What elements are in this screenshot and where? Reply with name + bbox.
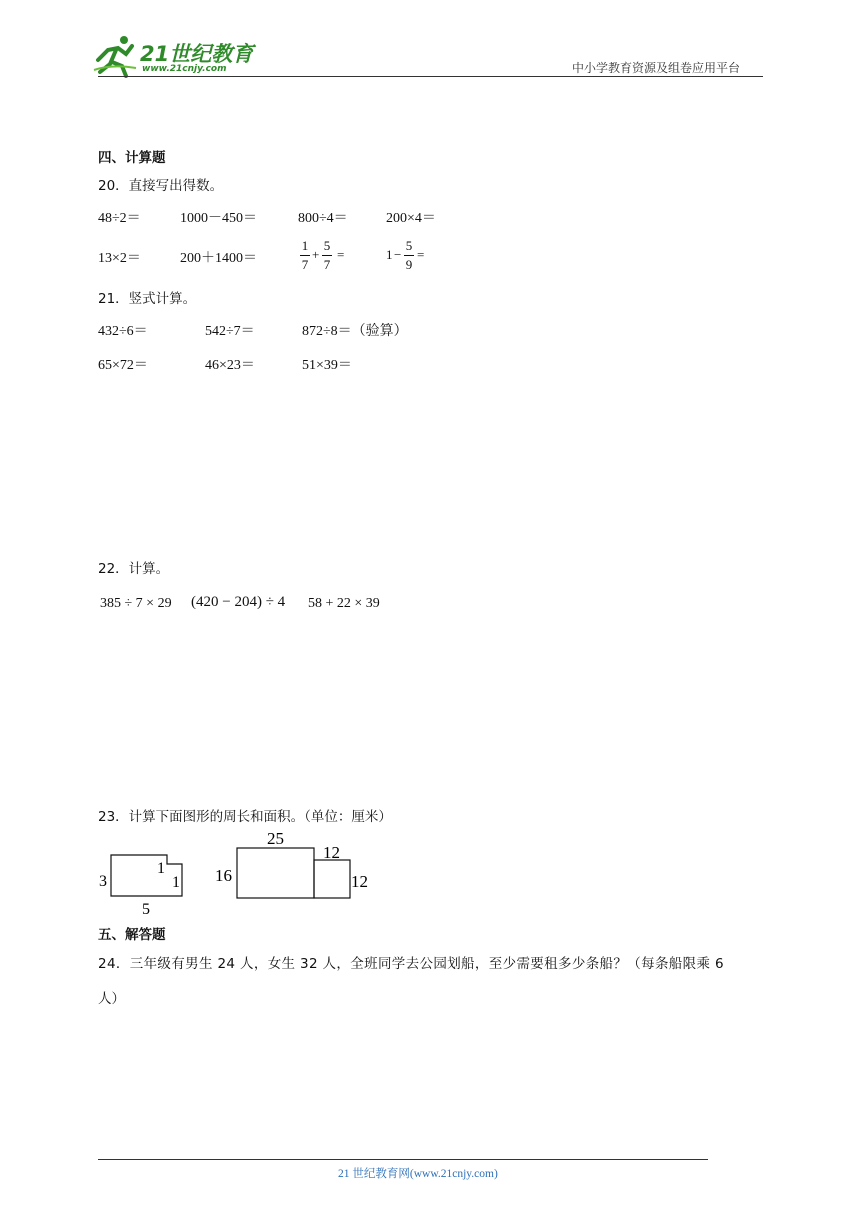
q20-item: 13×2＝ bbox=[98, 251, 141, 266]
figure-1-notch-width-label: 1 bbox=[157, 860, 165, 877]
q24-text-line1: 24．三年级有男生 24 人，女生 32 人，全班同学去公园划船，至少需要租多少条船？（每条船限乘 6 bbox=[98, 956, 724, 972]
fraction-numerator: 5 bbox=[323, 238, 331, 253]
q22-prompt: 22．计算。 bbox=[98, 561, 170, 577]
q20-item: 200×4＝ bbox=[386, 211, 436, 226]
fraction-bar bbox=[300, 255, 310, 256]
q21-item: 46×23＝ bbox=[205, 358, 255, 373]
footer-divider bbox=[98, 1159, 708, 1160]
equals-sign: = bbox=[337, 247, 345, 262]
fraction-denominator: 7 bbox=[301, 257, 309, 272]
q20-item: 1000－450＝ bbox=[180, 211, 257, 226]
fraction-numerator: 1 bbox=[301, 238, 309, 253]
fraction-bar bbox=[404, 255, 414, 256]
fraction-denominator: 7 bbox=[323, 257, 331, 272]
figure-2-top-small-label: 12 bbox=[323, 843, 340, 862]
figure-2-top-big-label: 25 bbox=[267, 829, 284, 848]
q23-prompt: 23．计算下面图形的周长和面积。（单位：厘米） bbox=[98, 809, 392, 825]
figure-2-large-rect bbox=[237, 848, 314, 898]
q21-item: 51×39＝ bbox=[302, 358, 352, 373]
figure-1-notched-rectangle bbox=[95, 840, 195, 920]
figure-1-bottom-label: 5 bbox=[142, 901, 150, 918]
q21-item: 542÷7＝ bbox=[205, 324, 255, 339]
figure-2-composite-rectangles bbox=[212, 826, 372, 901]
site-logo bbox=[92, 34, 267, 78]
q24-text-line2: 人） bbox=[98, 991, 125, 1007]
logo-text: 21世纪教育 bbox=[140, 42, 254, 66]
footer-text[interactable]: 21 世纪教育网(www.21cnjy.com) bbox=[338, 1168, 498, 1180]
figure-2-left-label: 16 bbox=[215, 866, 232, 885]
q20-item: 200＋1400＝ bbox=[180, 251, 257, 266]
runner-logo-icon bbox=[92, 34, 138, 78]
fraction-bar bbox=[322, 255, 332, 256]
section-4-title: 四、计算题 bbox=[98, 150, 166, 166]
q22-expression: (420 − 204) ÷ 4 bbox=[191, 594, 286, 610]
fraction-numerator: 5 bbox=[405, 238, 413, 253]
q21-item: 432÷6＝ bbox=[98, 324, 148, 339]
figure-2-right-label: 12 bbox=[351, 872, 368, 891]
figure-2-small-rect bbox=[314, 860, 350, 898]
header-divider bbox=[98, 76, 763, 77]
logo-url: www.21cnjy.com bbox=[142, 64, 227, 74]
q20-item: 48÷2＝ bbox=[98, 211, 141, 226]
q21-item: 872÷8＝（验算） bbox=[302, 324, 408, 339]
figure-1-left-label: 3 bbox=[99, 873, 107, 890]
section-5-title: 五、解答题 bbox=[98, 927, 166, 943]
fraction-denominator: 9 bbox=[405, 257, 413, 272]
q22-expression: 385 ÷ 7 × 29 bbox=[100, 596, 172, 611]
figure-1-notch-height-label: 1 bbox=[172, 874, 180, 891]
platform-name: 中小学教育资源及组卷应用平台 bbox=[572, 61, 741, 75]
q20-prompt: 20．直接写出得数。 bbox=[98, 178, 224, 194]
q21-prompt: 21．竖式计算。 bbox=[98, 291, 197, 307]
fraction-expression-2 bbox=[386, 238, 436, 274]
whole-number: 1 bbox=[386, 247, 393, 262]
minus-operator: − bbox=[394, 247, 402, 262]
q22-expression: 58 + 22 × 39 bbox=[308, 596, 380, 611]
q20-item: 800÷4＝ bbox=[298, 211, 348, 226]
q21-item: 65×72＝ bbox=[98, 358, 148, 373]
equals-sign: = bbox=[417, 247, 425, 262]
plus-operator: + bbox=[312, 247, 320, 262]
fraction-expression-1 bbox=[300, 238, 350, 274]
